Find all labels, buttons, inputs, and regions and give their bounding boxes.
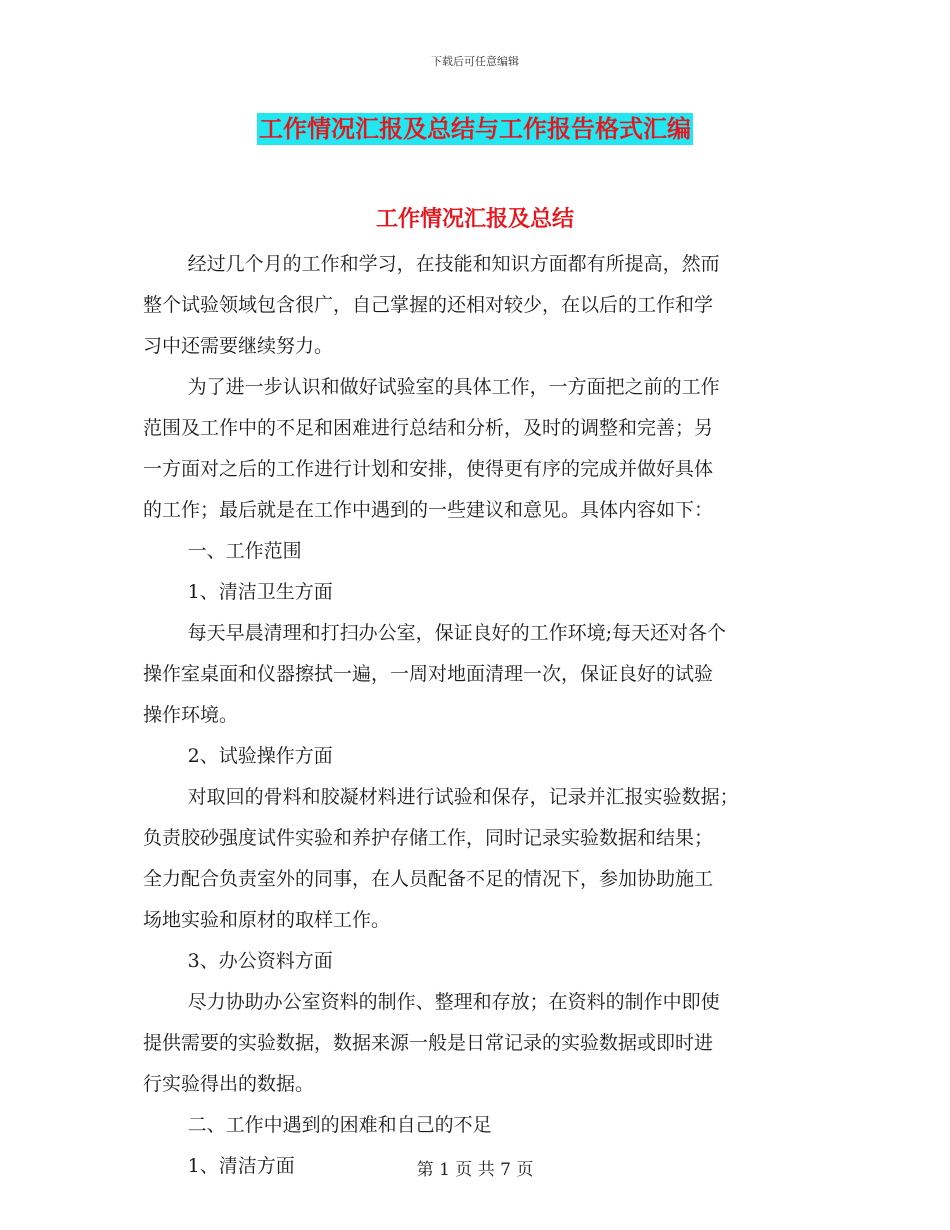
text-line: 整个试验领域包含很广，自己掌握的还相对较少，在以后的工作和学 <box>143 294 714 316</box>
text-line: 尽力协助办公室资料的制作、整理和存放；在资料的制作中即使 <box>187 991 720 1013</box>
document-title <box>0 113 950 145</box>
text-line: 一方面对之后的工作进行计划和安排，使得更有序的完成并做好具体 <box>143 458 714 480</box>
text-line: 操作环境。 <box>143 704 239 726</box>
text-line: 对取回的骨料和胶凝材料进行试验和保存，记录并汇报实验数据； <box>187 786 739 808</box>
text-line: 的工作；最后就是在工作中遇到的一些建议和意见。具体内容如下： <box>143 499 714 521</box>
text-line: 习中还需要继续努力。 <box>143 335 334 357</box>
body-text <box>143 244 813 1187</box>
text-line: 场地实验和原材的取样工作。 <box>143 909 391 931</box>
heading-line: 2、试验操作方面 <box>187 745 333 767</box>
text-line: 全力配合负责室外的同事，在人员配备不足的情况下，参加协助施工 <box>143 868 714 890</box>
text-line: 提供需要的实验数据，数据来源一般是日常记录的实验数据或即时进 <box>143 1032 714 1054</box>
document-title-text: 工作情况汇报及总结与工作报告格式汇编 <box>259 115 691 143</box>
text-line: 每天早晨清理和打扫办公室，保证良好的工作环境;每天还对各个 <box>187 622 727 644</box>
text-line: 操作室桌面和仪器擦拭一遍，一周对地面清理一次，保证良好的试验 <box>143 663 714 685</box>
text-line: 负责胶砂强度试件实验和养护存储工作，同时记录实验数据和结果； <box>143 827 714 849</box>
heading-line: 1、清洁卫生方面 <box>187 581 333 603</box>
heading-line: 3、办公资料方面 <box>187 950 333 972</box>
heading-line: 一、工作范围 <box>187 540 302 562</box>
text-line: 行实验得出的数据。 <box>143 1073 315 1095</box>
section-title: 工作情况汇报及总结 <box>375 207 574 232</box>
text-line: 为了进一步认识和做好试验室的具体工作，一方面把之前的工作 <box>187 376 720 398</box>
text-line: 范围及工作中的不足和困难进行总结和分析，及时的调整和完善；另 <box>143 417 714 439</box>
page-number-footer: 第 1 页 共 7 页 <box>416 1160 534 1180</box>
header-note: 下载后可任意编辑 <box>431 55 519 68</box>
text-line: 经过几个月的工作和学习，在技能和知识方面都有所提高，然而 <box>187 253 720 275</box>
heading-line: 二、工作中遇到的困难和自己的不足 <box>187 1114 492 1136</box>
heading-line: 1、清洁方面 <box>187 1155 295 1177</box>
